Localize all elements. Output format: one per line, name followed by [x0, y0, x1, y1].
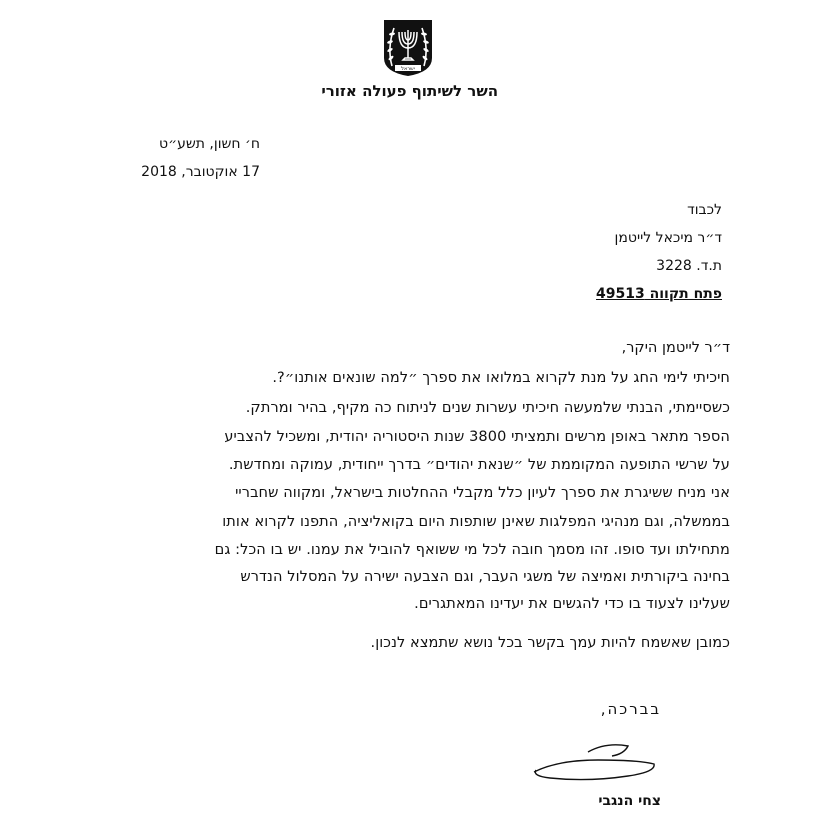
emblem-lettering: ישראל [401, 66, 415, 72]
closing: בברכה, [600, 700, 661, 718]
recipient-name: ד״ר מיכאל לייטמן [614, 230, 722, 246]
body-line: מתחילתו ועד סופו. זהו מסמך חובה לכל מי ששואף להוביל את עמנו. יש בו הכל: גם [214, 542, 730, 558]
recipient-po-box: ת.ד. 3228 [656, 258, 722, 274]
body-line: כשסיימתי, הבנתי שלמעשה חיכיתי עשרות שנים לניתוח כה מקיף, בהיר ומרתק. [245, 400, 730, 416]
body-line: חיכיתי לימי החג על מנת לקרוא במלואו את ספרך ״למה שונאים אותנו״?. [272, 370, 730, 386]
body-line: בממשלה, וגם מנהיגי המפלגות שאינן שותפות היום בקואליציה, התפנו לקרוא אותו [222, 514, 730, 530]
body-line: אני מניח ששיגרת את ספרך לעיון כלל מקבלי ההחלטות בישראל, ומקווה שחבריי [235, 485, 730, 501]
salutation: ד״ר לייטמן היקר, [621, 340, 730, 356]
signer-name: צחי הנגבי [598, 793, 661, 809]
ministry-title: השר לשיתוף פעולה אזורי [321, 82, 498, 100]
body-line: הספר מתאר באופן מרשים ותמציתי 3800 שנות היסטוריה יהודית, ומשכיל להצביע [224, 429, 730, 445]
recipient-honorific: לכבוד [687, 202, 722, 218]
gregorian-date: 17 אוקטובר, 2018 [141, 164, 260, 180]
body-final-line: כמובן שאשמח להיות עמך בקשר בכל נושא שתמצא לנכון. [370, 635, 730, 651]
body-line: בחינה ביקורתית ואמיצה של משגי העבר, וגם הצבעה ישירה על המסלול הנדרש [240, 569, 730, 585]
state-emblem-icon [378, 18, 438, 78]
hebrew-date: ח׳ חשון, תשע״ט [159, 136, 260, 152]
recipient-city: פתח תקווה 49513 [596, 286, 722, 302]
body-line: על שרשי התופעה המקוממת של ״שנאת יהודים״ בדרך ייחודית, עמוקה ומחדשת. [228, 457, 730, 473]
handwritten-signature [528, 738, 658, 784]
body-line: שעלינו לצעוד בו כדי להגשים את יעדינו המאתגרים. [414, 596, 730, 612]
